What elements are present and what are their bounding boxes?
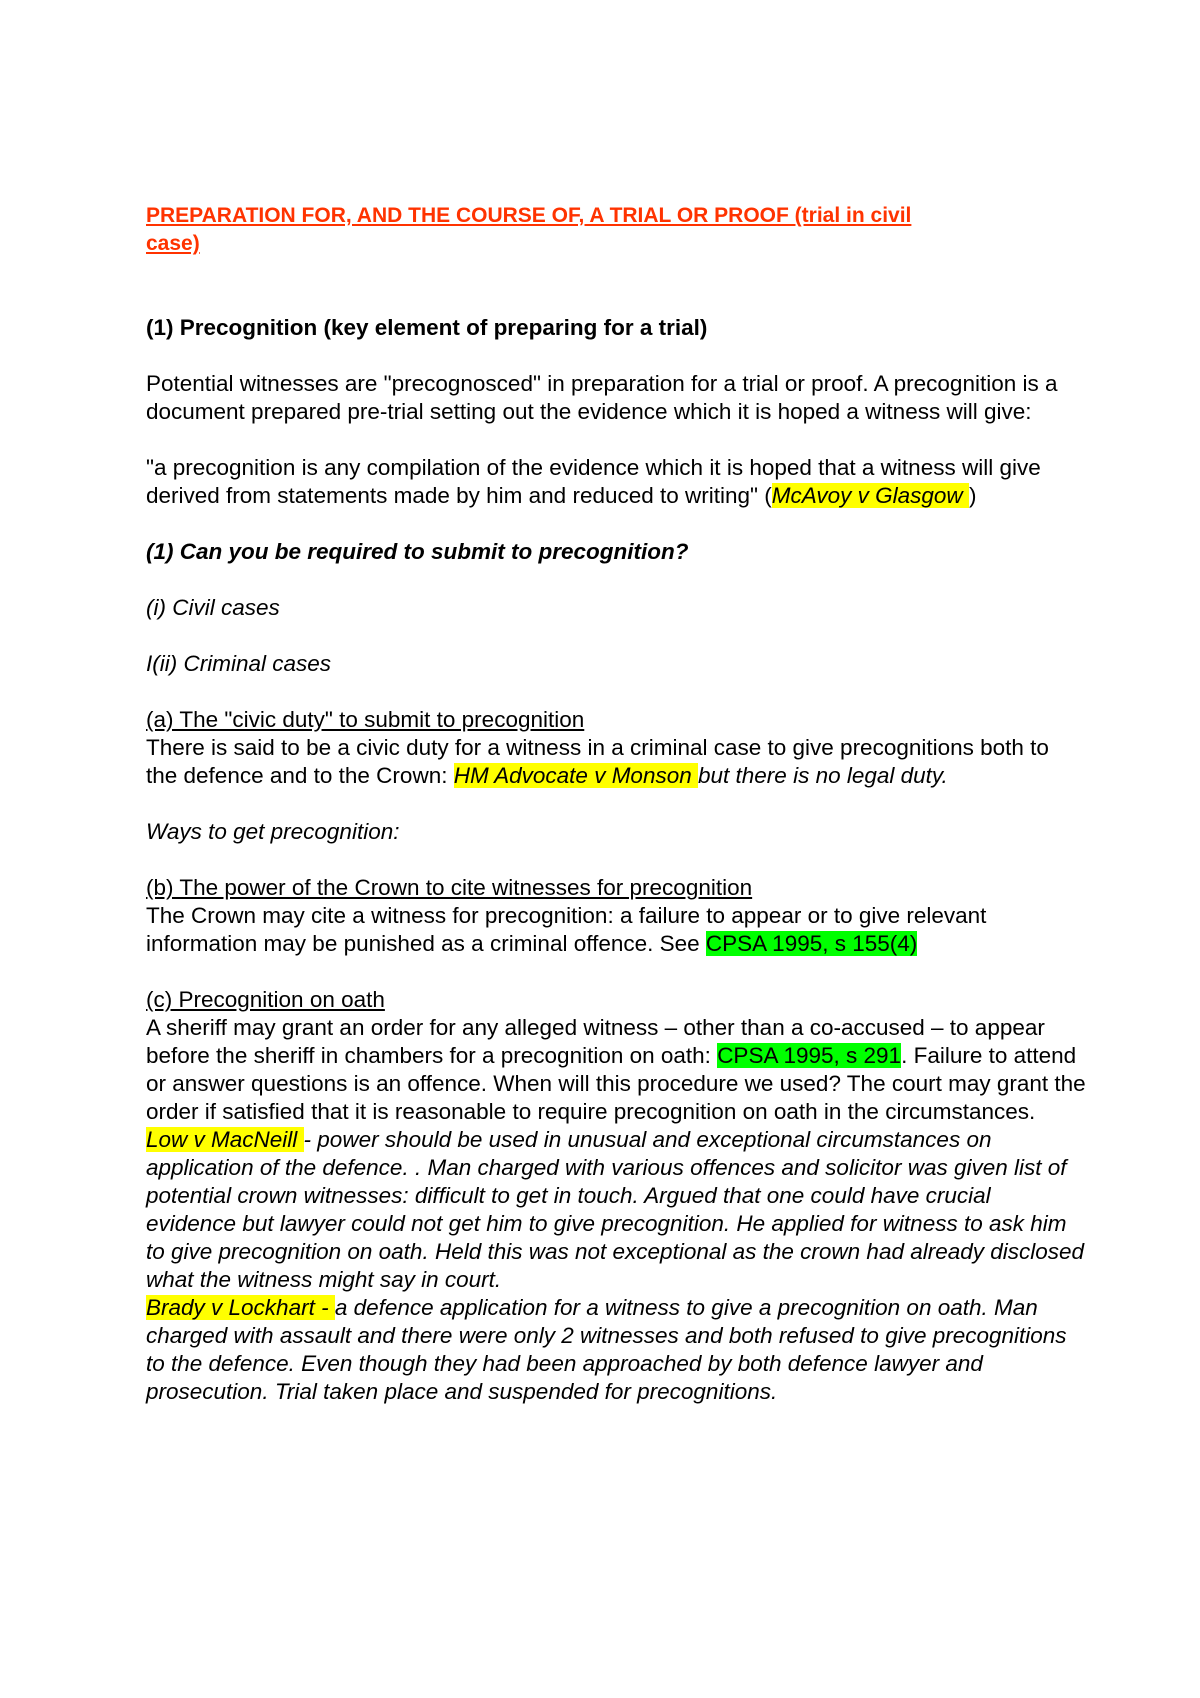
definition-quote: "a precognition is any compilation of the evidence which it is hoped that a witness will give derived from statements made by him and reduced to writing" (McAvoy v Glasgow ) [146,455,1041,508]
low-v-macneill-paragraph: Low v MacNeill - power should be used in unusual and exceptional circumstances on application of the defence. . Man charged with various offences and solicitor was given list of potential crown witnesses: difficult to get in touch. Argued that one could have crucial evidence but lawyer could not get him to give precognition. He applied for witness to ask him to give precognition on oath. Held this was not exceptional as the crown had already disclosed what the witness might say in court. [146,1127,1085,1292]
case-citation-mcavoy: McAvoy v Glasgow [771,483,969,508]
oath-paragraph: A sheriff may grant an order for any alleged witness – other than a co-accused – to appear before the sheriff in chambers for a precognition on oath: CPSA 1995, s 291. Failure to attend or answer questions is an offence. When will this procedure we used? The court may grant the order if satisfied that it is reasonable to require precognition on oath in the circumstances. [146,1015,1086,1124]
brady-v-lockhart-paragraph: Brady v Lockhart - a defence application for a witness to give a precognition on oath. Man charged with assault and there were only 2 witnesses and both refused to give precognitions to the defence. Even though they had been approached by both defence lawyer and prosecution. Trial taken place and suspended for precognitions. [146,1295,1067,1404]
document-title: PREPARATION FOR, AND THE COURSE OF, A TRIAL OR PROOF (trial in civil case) [146,204,912,255]
oath-heading: (c) Precognition on oath [146,987,385,1012]
civic-duty-paragraph: There is said to be a civic duty for a witness in a criminal case to give precognitions both to the defence and to the Crown: HM Advocate v Monson but there is no legal duty. [146,735,1049,788]
section-heading-precognition: (1) Precognition (key element of preparing for a trial) [146,315,708,340]
statute-citation-s155: CPSA 1995, s 155(4) [705,931,918,956]
case-citation-low: Low v MacNeill [146,1127,304,1152]
question-heading: (1) Can you be required to submit to precognition? [146,539,689,564]
case-citation-monson: HM Advocate v Monson [453,763,698,788]
criminal-cases-heading: I(ii) Criminal cases [146,651,332,676]
crown-power-paragraph: The Crown may cite a witness for precognition: a failure to appear or to give relevant information may be punished as a criminal offence. See CPSA 1995, s 155(4) [146,903,987,956]
intro-paragraph: Potential witnesses are "precognosced" in preparation for a trial or proof. A precognition is a document prepared pre-trial setting out the evidence which it is hoped a witness will give: [146,371,1058,424]
crown-power-heading: (b) The power of the Crown to cite witnesses for precognition [146,875,753,900]
statute-citation-s291: CPSA 1995, s 291 [717,1043,902,1068]
civic-duty-heading: (a) The "civic duty" to submit to precognition [146,707,585,732]
document-body [146,202,1086,1406]
case-citation-brady: Brady v Lockhart - [146,1295,335,1320]
civil-cases-heading: (i) Civil cases [146,595,280,620]
ways-heading: Ways to get precognition: [146,819,400,844]
